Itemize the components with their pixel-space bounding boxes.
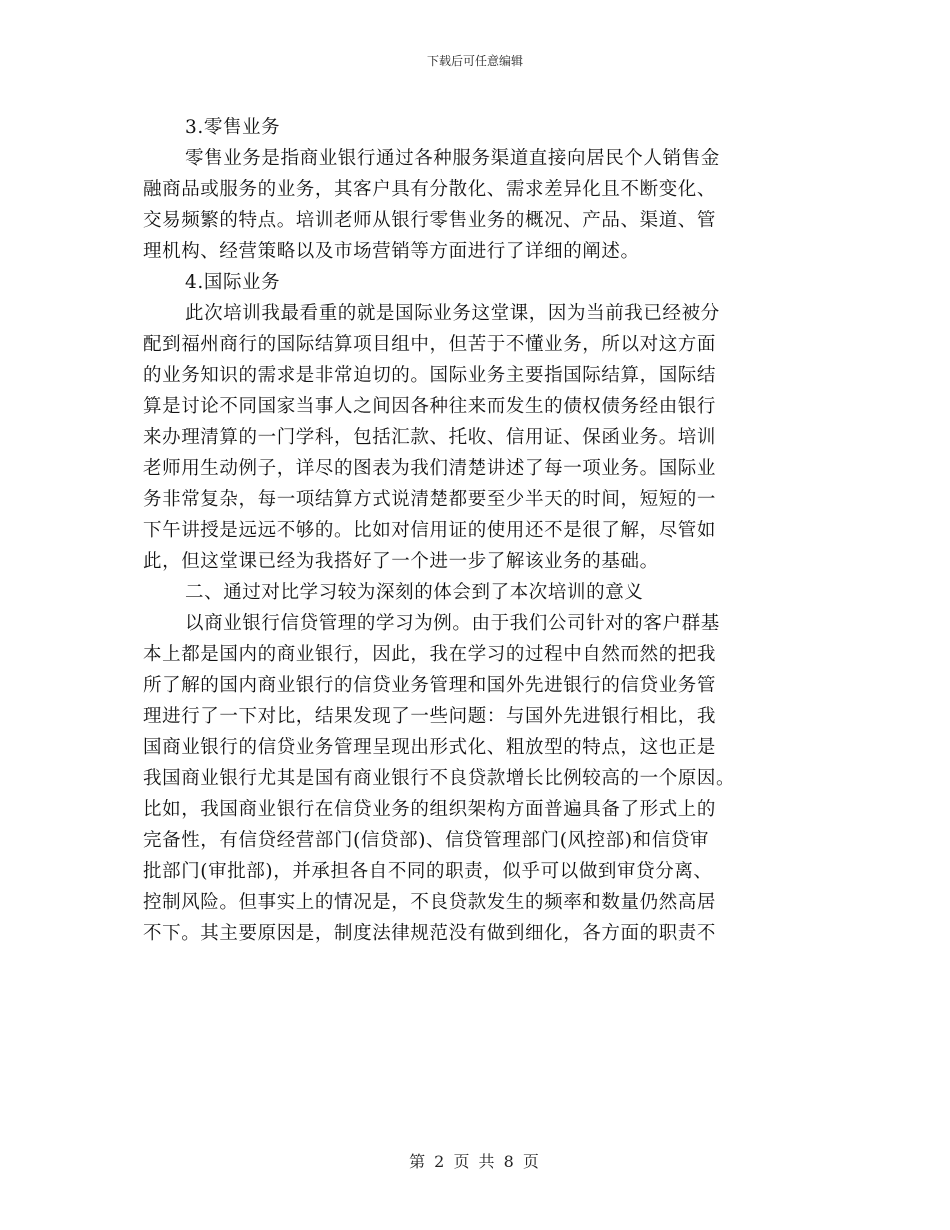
paragraph-line: 此次培训我最看重的就是国际业务这堂课，因为当前我已经被分 — [185, 303, 720, 324]
paragraph-line: 国商业银行的信贷业务管理呈现出形式化、粗放型的特点，这也正是 — [143, 737, 717, 758]
paragraph-line: 本上都是国内的商业银行，因此，我在学习的过程中自然而然的把我 — [143, 644, 717, 665]
paragraph-line: 理进行了一下对比，结果发现了一些问题：与国外先进银行相比，我 — [143, 706, 717, 727]
section-heading-significance: 二、通过对比学习较为深刻的体会到了本次培训的意义 — [185, 582, 644, 603]
paragraph-line: 老师用生动例子，详尽的图表为我们清楚讲述了每一项业务。国际业 — [143, 458, 717, 479]
page-number: 第 2 页 共 8 页 — [409, 1152, 541, 1171]
paragraph-line: 算是讨论不同国家当事人之间因各种往来而发生的债权债务经由银行 — [143, 396, 717, 417]
paragraph-line: 此，但这堂课已经为我搭好了一个进一步了解该业务的基础。 — [143, 551, 659, 572]
paragraph-line: 我国商业银行尤其是国有商业银行不良贷款增长比例较高的一个原因。 — [143, 768, 736, 789]
page-header: 下载后可任意编辑 — [426, 54, 523, 68]
paragraph-line: 以商业银行信贷管理的学习为例。由于我们公司针对的客户群基 — [185, 613, 720, 634]
paragraph-line: 理机构、经营策略以及市场营销等方面进行了详细的阐述。 — [143, 241, 640, 262]
paragraph-line: 控制风险。但事实上的情况是，不良贷款发生的频率和数量仍然高居 — [143, 892, 717, 913]
paragraph-line: 零售业务是指商业银行通过各种服务渠道直接向居民个人销售金 — [185, 148, 720, 169]
paragraph-line: 配到福州商行的国际结算项目组中，但苦于不懂业务，所以对这方面 — [143, 334, 717, 355]
paragraph-line: 所了解的国内商业银行的信贷业务管理和国外先进银行的信贷业务管 — [143, 675, 717, 696]
section-heading-international: 4.国际业务 — [185, 272, 281, 293]
paragraph-line: 来办理清算的一门学科，包括汇款、托收、信用证、保函业务。培训 — [143, 427, 717, 448]
paragraph-line: 下午讲授是远远不够的。比如对信用证的使用还不是很了解，尽管如 — [143, 520, 717, 541]
paragraph-line: 交易频繁的特点。培训老师从银行零售业务的概况、产品、渠道、管 — [143, 210, 717, 231]
paragraph-line: 务非常复杂，每一项结算方式说清楚都要至少半天的时间，短短的一 — [143, 489, 717, 510]
paragraph-line: 融商品或服务的业务，其客户具有分散化、需求差异化且不断变化、 — [143, 179, 717, 200]
section-heading-retail: 3.零售业务 — [185, 117, 281, 138]
document-body — [143, 112, 803, 949]
paragraph-line: 完备性，有信贷经营部门(信贷部)、信贷管理部门(风控部)和信贷审 — [143, 830, 710, 851]
paragraph-line: 不下。其主要原因是，制度法律规范没有做到细化，各方面的职责不 — [143, 923, 717, 944]
paragraph-line: 批部门(审批部)，并承担各自不同的职责，似乎可以做到审贷分离、 — [143, 861, 713, 882]
paragraph-line: 的业务知识的需求是非常迫切的。国际业务主要指国际结算，国际结 — [143, 365, 717, 386]
paragraph-line: 比如，我国商业银行在信贷业务的组织架构方面普遍具备了形式上的 — [143, 799, 717, 820]
